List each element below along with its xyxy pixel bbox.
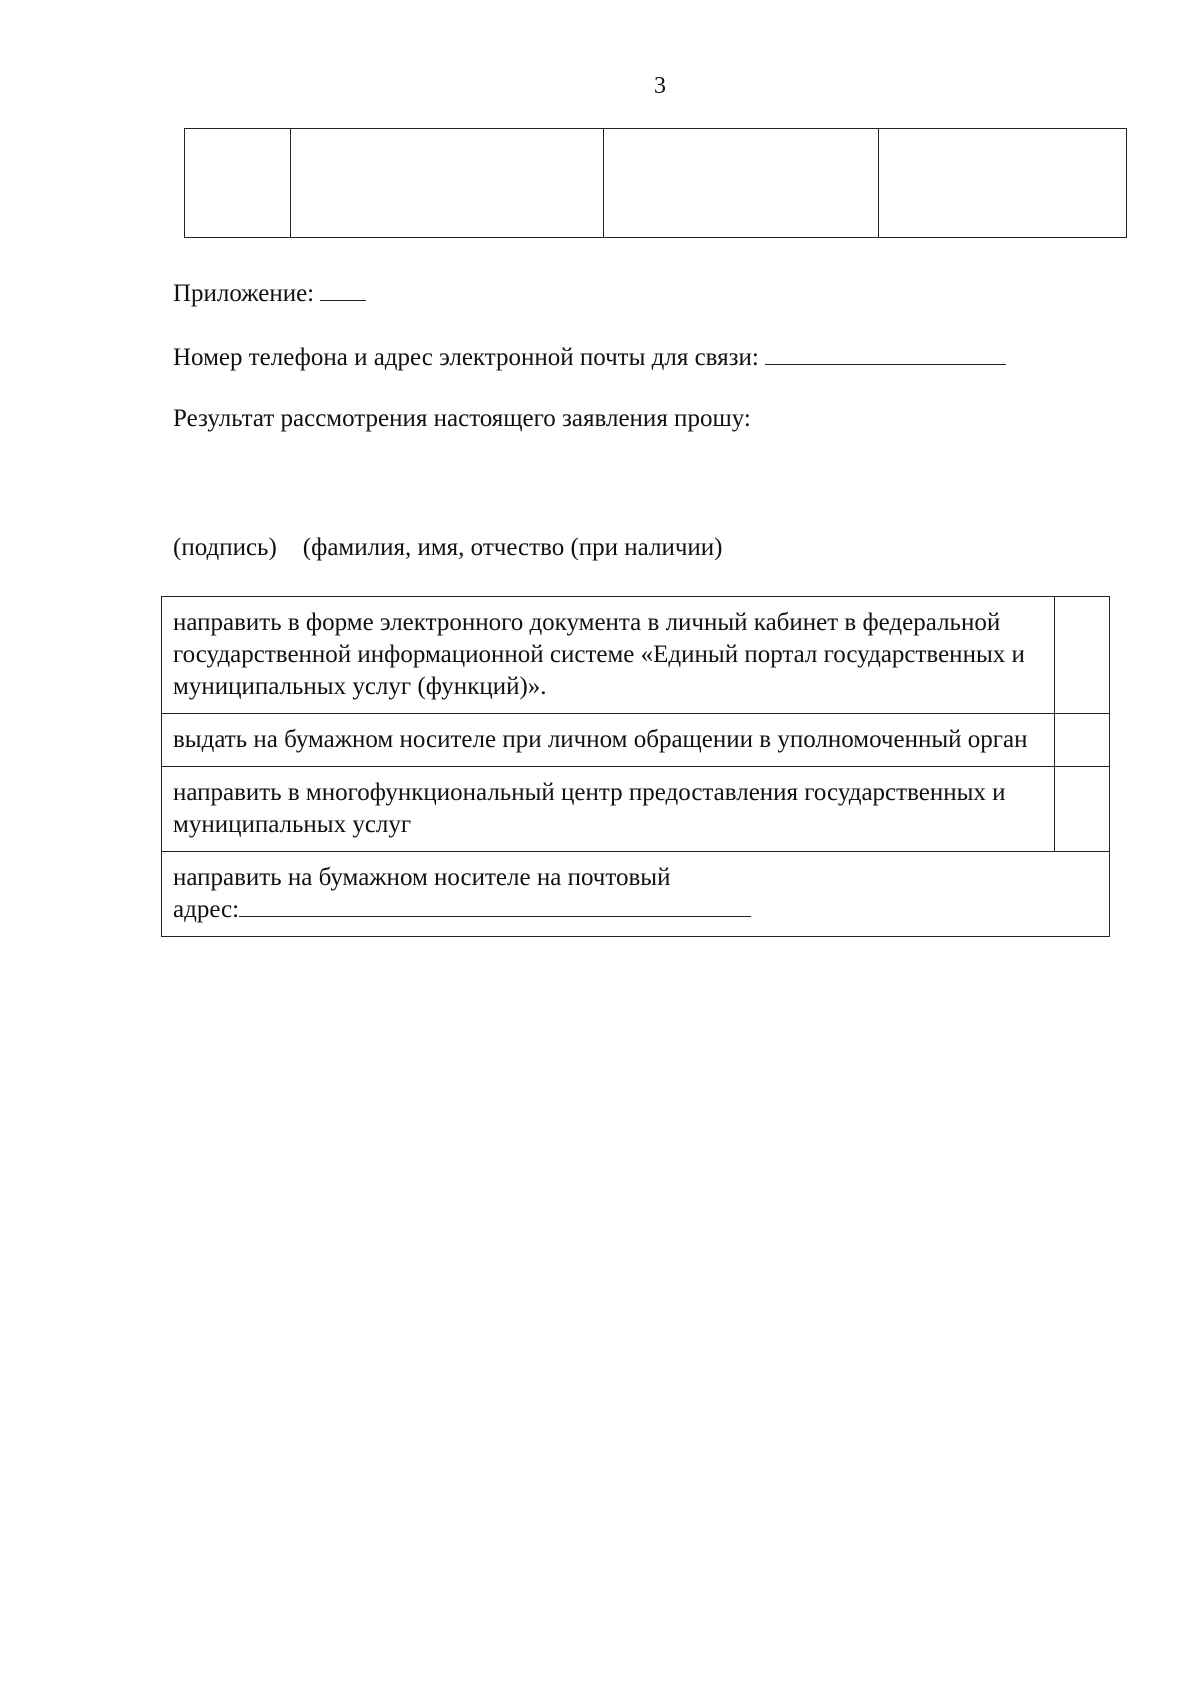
table-row xyxy=(185,129,1127,238)
option-paper-in-person: выдать на бумажном носителе при личном обращении в уполномоченный орган xyxy=(162,714,1055,767)
postal-address-blank[interactable] xyxy=(239,894,751,917)
signature-caption: (подпись) xyxy=(173,534,277,561)
full-name-caption: (фамилия, имя, отчество (при наличии) xyxy=(302,534,723,561)
postal-address-label: адрес: xyxy=(173,896,240,923)
table-row xyxy=(162,714,1110,767)
table-row xyxy=(162,597,1110,714)
option-checkbox[interactable] xyxy=(1055,767,1110,852)
option-electronic-portal: направить в форме электронного документа в личный кабинет в федеральной государственной информационной системе «Единый портал государственных и муниципальных услуг (функций)». xyxy=(162,597,1055,714)
table-cell[interactable] xyxy=(291,129,604,238)
option-checkbox[interactable] xyxy=(1055,597,1110,714)
page-number: 3 xyxy=(654,73,666,99)
result-heading: Результат рассмотрения настоящего заявления прошу: xyxy=(173,405,751,432)
table-cell[interactable] xyxy=(879,129,1127,238)
result-delivery-options xyxy=(161,596,1110,937)
option-postal-text: направить на бумажном носителе на почтовый xyxy=(173,864,671,891)
table-row xyxy=(162,852,1110,937)
contact-label: Номер телефона и адрес электронной почты для связи: xyxy=(173,344,759,371)
option-mfc: направить в многофункциональный центр предоставления государственных и муниципальных услуг xyxy=(162,767,1055,852)
option-checkbox[interactable] xyxy=(1055,714,1110,767)
contact-line xyxy=(173,342,1006,373)
contact-blank[interactable] xyxy=(765,342,1006,365)
table-cell[interactable] xyxy=(604,129,879,238)
table-row xyxy=(162,767,1110,852)
continued-table xyxy=(184,128,1127,238)
postal-address-line xyxy=(173,894,1099,926)
option-postal-address xyxy=(162,852,1110,937)
attachment-line xyxy=(173,278,366,309)
attachment-blank[interactable] xyxy=(320,278,366,301)
attachment-label: Приложение: xyxy=(173,280,315,307)
signature-line xyxy=(173,533,723,563)
table-cell[interactable] xyxy=(185,129,291,238)
